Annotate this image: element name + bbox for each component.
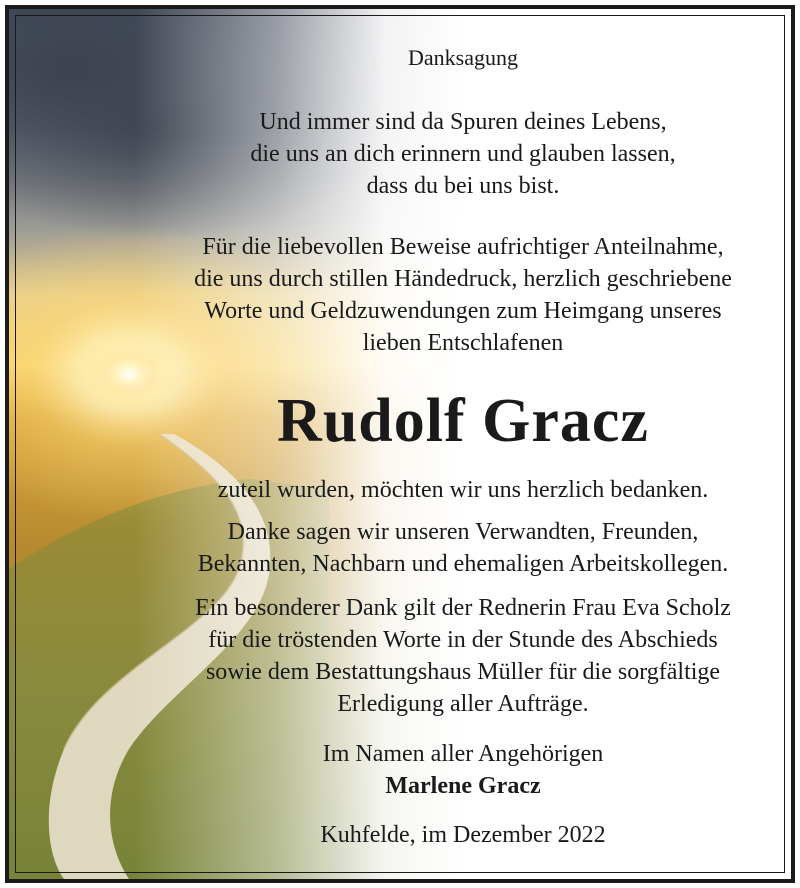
special-thanks-line: Erledigung aller Aufträge.	[337, 691, 589, 717]
verse-line: die uns an dich erinnern und glauben lassen,	[250, 141, 676, 167]
special-thanks-line: sowie dem Bestattungshaus Müller für die sorgfältige	[205, 659, 721, 685]
special-thanks-line: Ein besonderer Dank gilt der Rednerin Frau Eva Scholz	[195, 595, 731, 621]
verse-line: Und immer sind da Spuren deines Lebens,	[259, 109, 667, 135]
on-behalf-line: Im Namen aller Angehörigen	[322, 741, 604, 767]
place-date: Kuhfelde, im Dezember 2022	[320, 822, 606, 848]
notice-title: Danksagung	[408, 45, 518, 70]
intro-line: die uns durch stillen Händedruck, herzlich geschriebene	[194, 266, 732, 292]
deceased-name: Rudolf Gracz	[277, 387, 649, 455]
obituary-notice	[5, 5, 795, 883]
thanks-line: zuteil wurden, möchten wir uns herzlich bedanken.	[217, 477, 709, 503]
verse-line: dass du bei uns bist.	[366, 173, 560, 199]
relatives-line: Bekannten, Nachbarn und ehemaligen Arbeitskollegen.	[197, 551, 729, 577]
intro-line: Für die liebevollen Beweise aufrichtiger Anteilnahme,	[202, 234, 724, 260]
relatives-line: Danke sagen wir unseren Verwandten, Freunden,	[227, 519, 699, 545]
special-thanks-line: für die tröstenden Worte in der Stunde des Abschieds	[208, 627, 718, 653]
notice-text	[9, 9, 791, 879]
intro-line: Worte und Geldzuwendungen zum Heimgang unseres	[204, 298, 722, 324]
signer-name: Marlene Gracz	[385, 773, 541, 799]
intro-line: lieben Entschlafenen	[362, 330, 564, 356]
